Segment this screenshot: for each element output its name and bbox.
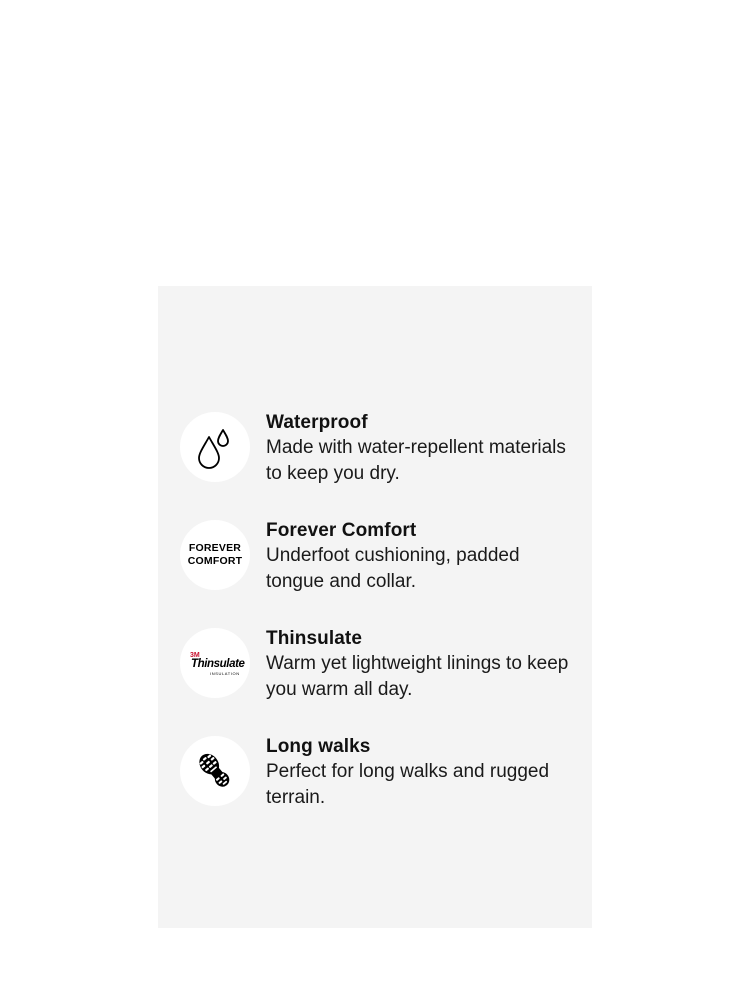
features-panel (158, 286, 592, 928)
logo-line-2: COMFORT (187, 555, 243, 567)
feature-long-walks (180, 736, 580, 826)
logo-sub: INSULATION (210, 671, 240, 676)
feature-description: Perfect for long walks and rugged terrain. (266, 761, 550, 808)
feature-description: Underfoot cushioning, padded tongue and collar. (266, 545, 520, 592)
forever-comfort-text (266, 518, 576, 594)
feature-forever-comfort (180, 520, 580, 610)
feature-description: Warm yet lightweight linings to keep you warm all day. (266, 653, 569, 700)
feature-description: Made with water-repellent materials to keep you dry. (266, 437, 566, 484)
water-drops-icon (195, 425, 235, 469)
shoe-sole-icon (193, 749, 237, 793)
logo-name: Thinsulate (191, 658, 245, 670)
feature-waterproof (180, 412, 580, 502)
forever-comfort-logo (188, 542, 242, 568)
logo-brand: 3M (190, 652, 200, 659)
long-walks-text (266, 734, 576, 810)
waterproof-badge (180, 412, 250, 482)
feature-title: Long walks (266, 736, 371, 757)
waterproof-text (266, 410, 576, 486)
logo-line-1: FOREVER (188, 542, 242, 554)
thinsulate-badge (180, 628, 250, 698)
thinsulate-logo (185, 648, 245, 678)
forever-comfort-badge (180, 520, 250, 590)
feature-thinsulate (180, 628, 580, 718)
long-walks-badge (180, 736, 250, 806)
thinsulate-text (266, 626, 576, 702)
feature-title: Thinsulate (266, 628, 363, 649)
feature-title: Forever Comfort (266, 520, 417, 541)
feature-title: Waterproof (266, 412, 368, 433)
